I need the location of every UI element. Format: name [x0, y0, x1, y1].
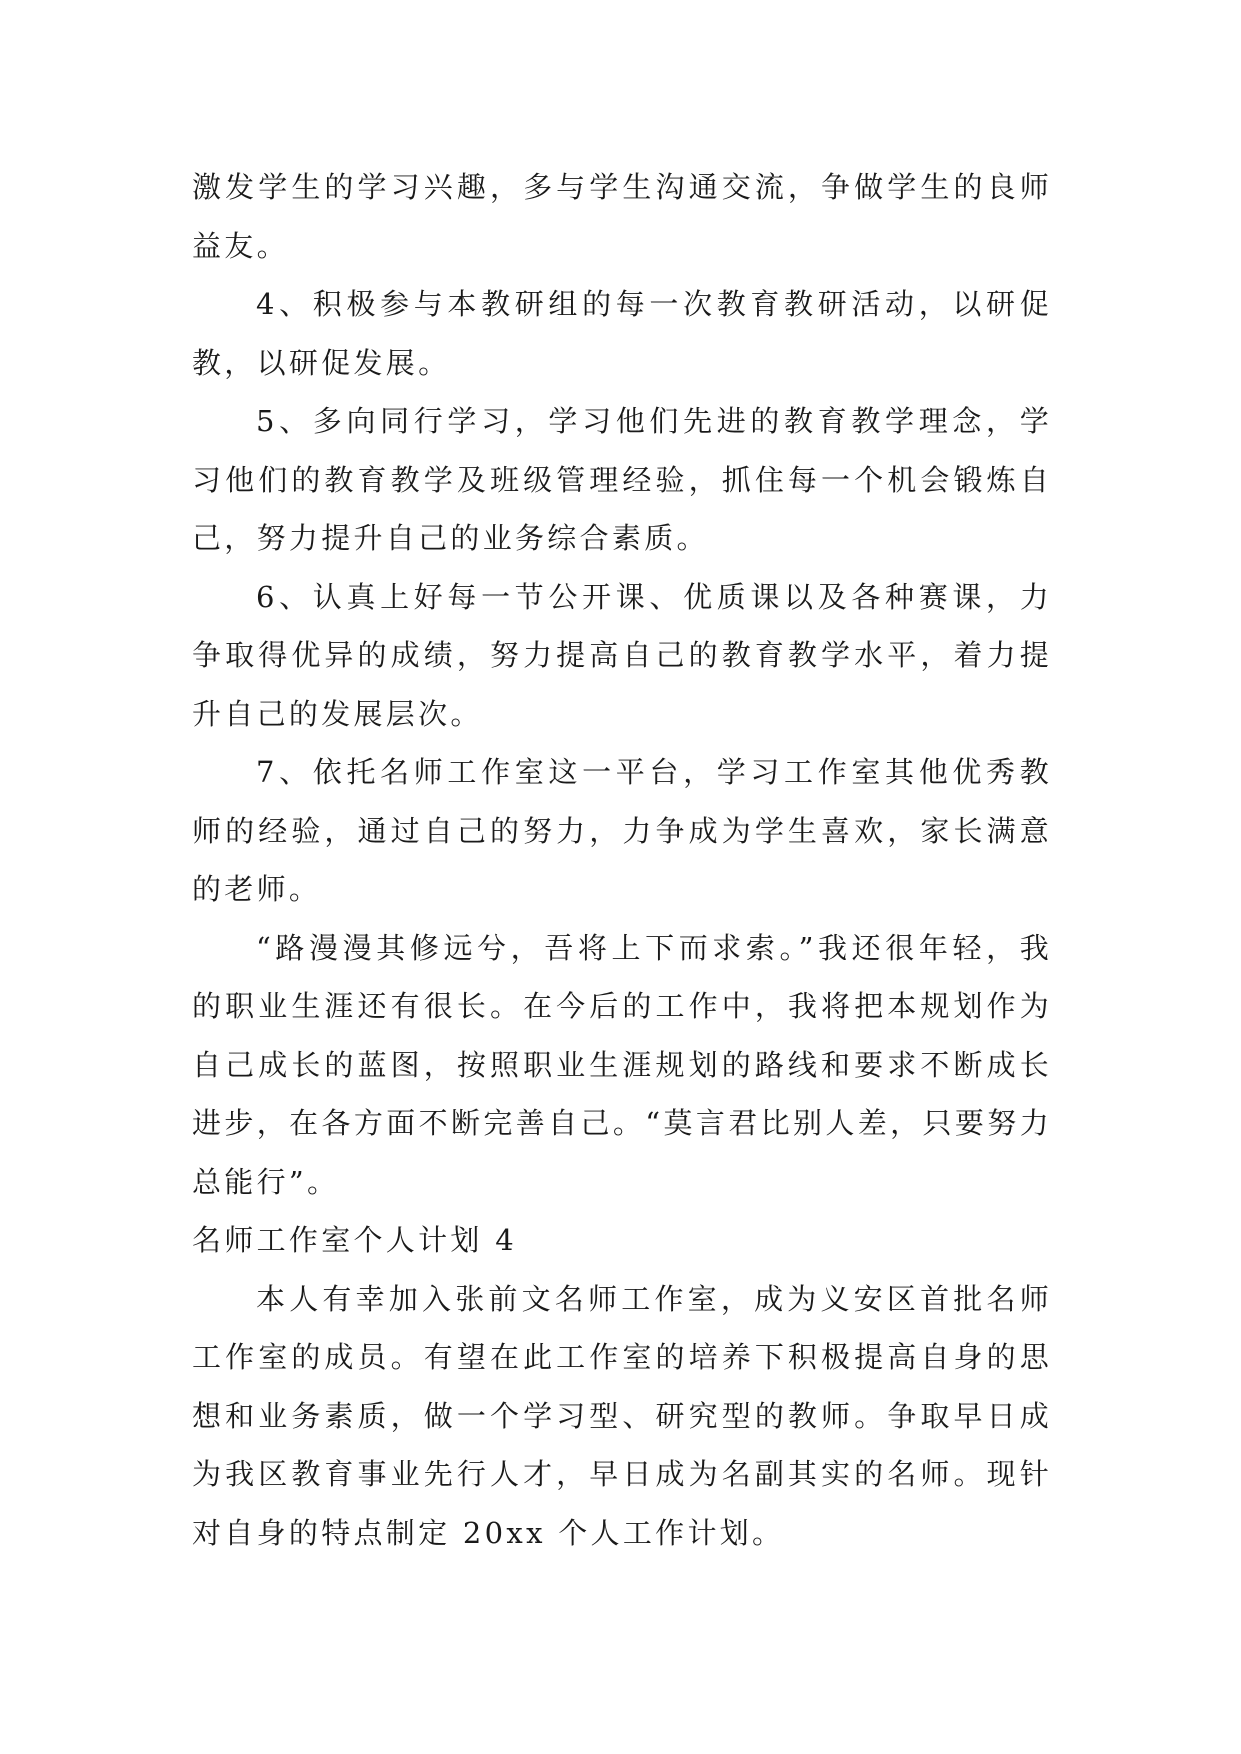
paragraph-section-intro: 本人有幸加入张前文名师工作室，成为义安区首批名师工作室的成员。有望在此工作室的培养下积极提高自身的思想和业务素质，做一个学习型、研究型的教师。争取早日成为我区教育事业先行人才，早日成为名副其实的名师。现针对自身的特点制定 20xx 个人工作计划。	[192, 1281, 1052, 1550]
paragraph-item-5: 5、多向同行学习，学习他们先进的教育教学理念，学习他们的教育教学及班级管理经验，抓住每一个机会锻炼自己，努力提升自己的业务综合素质。	[192, 404, 1052, 555]
document-body	[192, 158, 1052, 1562]
paragraph-closing-quote: “路漫漫其修远兮，吾将上下而求索。”我还很年轻，我的职业生涯还有很长。在今后的工作中，我将把本规划作为自己成长的蓝图，按照职业生涯规划的路线和要求不断成长进步，在各方面不断完善自己。“莫言君比别人差，只要努力总能行”。	[192, 930, 1052, 1199]
section-title: 名师工作室个人计划 4	[192, 1223, 517, 1257]
paragraph-item-6: 6、认真上好每一节公开课、优质课以及各种赛课，力争取得优异的成绩，努力提高自己的教育教学水平，着力提升自己的发展层次。	[192, 579, 1052, 731]
paragraph-item-4: 4、积极参与本教研组的每一次教育教研活动，以研促教，以研促发展。	[192, 287, 1052, 380]
paragraph-item-7: 7、依托名师工作室这一平台，学习工作室其他优秀教师的经验，通过自己的努力，力争成为学生喜欢，家长满意的老师。	[192, 755, 1052, 906]
paragraph-continuation: 激发学生的学习兴趣，多与学生沟通交流，争做学生的良师益友。	[192, 170, 1052, 263]
